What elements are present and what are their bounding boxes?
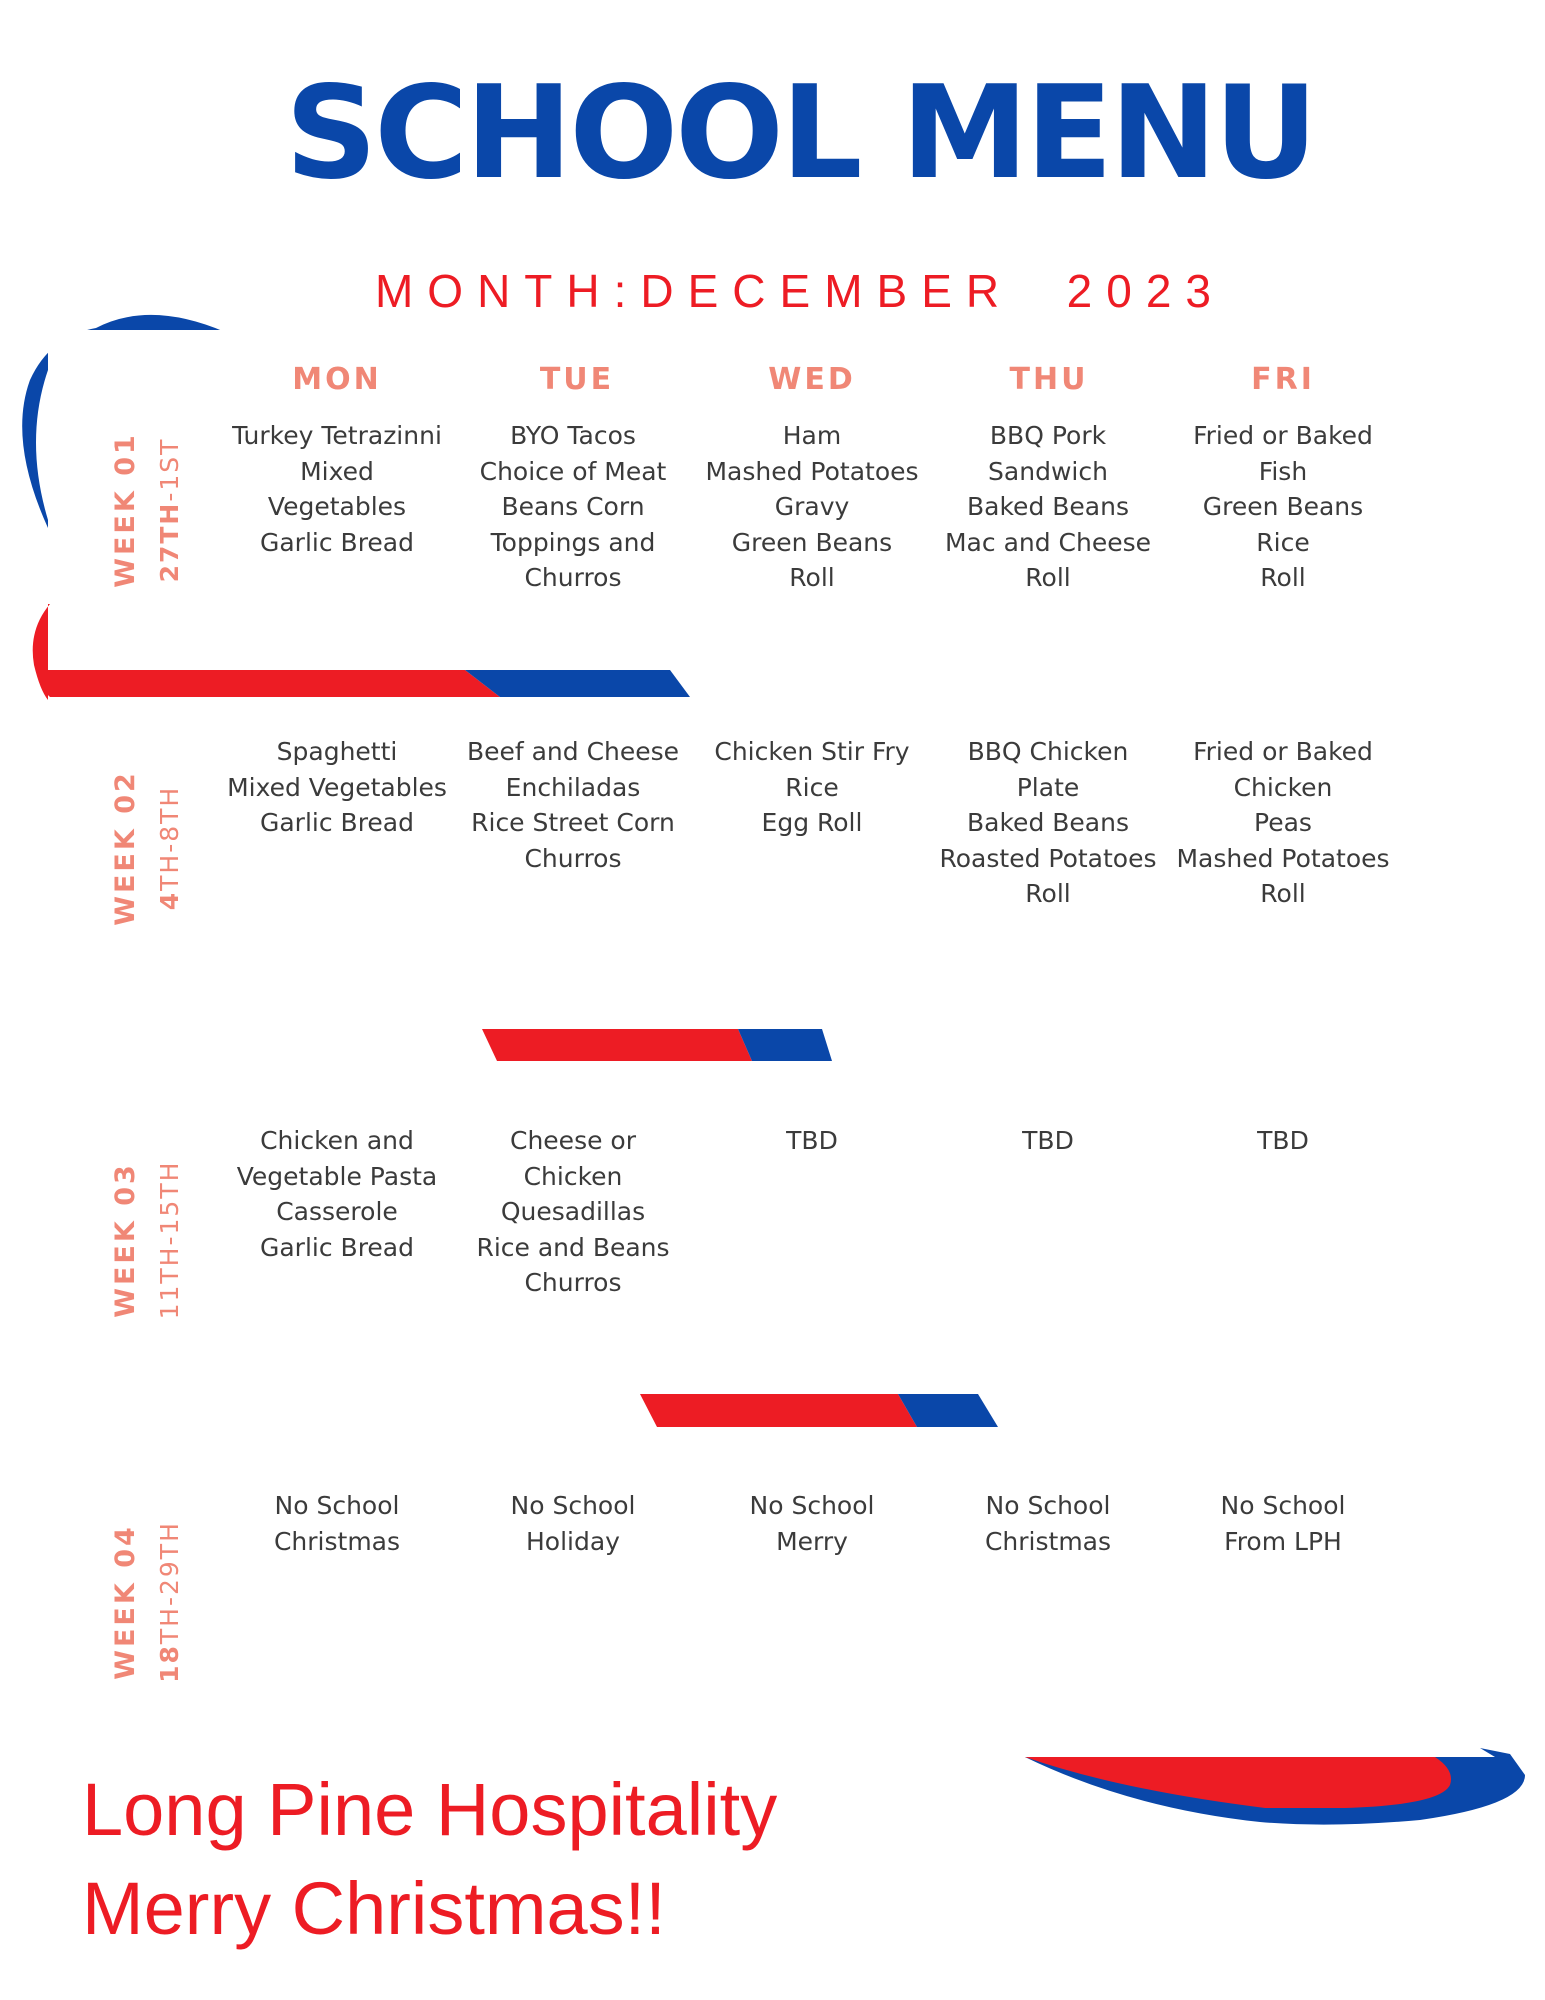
menu-item: Choice of Meat bbox=[479, 456, 667, 486]
menu-cell-week3-mon bbox=[219, 1123, 455, 1265]
menu-cell-week3-thu bbox=[930, 1123, 1166, 1159]
red-bar-1 bbox=[40, 670, 500, 697]
footer-line-1: Long Pine Hospitality bbox=[82, 1768, 778, 1851]
week-dates: 27TH-1ST bbox=[155, 437, 184, 583]
menu-cell-week4-mon bbox=[219, 1488, 455, 1559]
menu-item: Toppings and bbox=[490, 527, 656, 557]
day-header-mon: MON bbox=[292, 362, 382, 397]
menu-item: Churros bbox=[524, 843, 622, 873]
menu-cell-week4-fri bbox=[1165, 1488, 1401, 1559]
menu-item: Green Beans bbox=[1202, 492, 1364, 521]
menu-item: No School bbox=[749, 1491, 875, 1520]
menu-item: Spaghetti bbox=[276, 737, 398, 766]
menu-item: Gravy bbox=[774, 492, 850, 521]
menu-item: No School bbox=[510, 1491, 636, 1520]
menu-item: Roll bbox=[1260, 563, 1306, 592]
menu-item: Ham bbox=[782, 421, 842, 450]
menu-item: Christmas bbox=[984, 1526, 1112, 1556]
menu-item: Peas bbox=[1254, 808, 1312, 837]
menu-item: TBD bbox=[786, 1126, 838, 1155]
menu-item: From LPH bbox=[1224, 1526, 1342, 1556]
red-bar-3 bbox=[640, 1394, 917, 1427]
menu-item: Churros bbox=[524, 563, 622, 592]
menu-cell-week1-fri bbox=[1165, 418, 1401, 596]
menu-cell-week2-fri bbox=[1165, 734, 1401, 912]
menu-cell-week2-thu bbox=[930, 734, 1166, 912]
footer-line-2: Merry Christmas!! bbox=[82, 1867, 666, 1950]
menu-item: Chicken and bbox=[260, 1126, 414, 1155]
week-dates: 18TH-29TH bbox=[155, 1521, 184, 1683]
menu-item: Cheese or bbox=[510, 1126, 636, 1155]
day-header-tue: TUE bbox=[539, 362, 615, 397]
menu-item: Chicken bbox=[1233, 772, 1333, 802]
menu-item: Roll bbox=[1025, 879, 1071, 908]
menu-item: Sandwich bbox=[988, 456, 1108, 486]
menu-item: Chicken Stir Fry bbox=[714, 737, 910, 766]
menu-item: BBQ Chicken bbox=[967, 737, 1129, 766]
menu-item: Baked Beans bbox=[967, 808, 1129, 837]
menu-item: Holiday bbox=[526, 1526, 620, 1556]
menu-item: Fried or Baked bbox=[1193, 421, 1373, 450]
page-title: SCHOOL MENU bbox=[285, 59, 1315, 208]
week-number: WEEK 03 bbox=[110, 1162, 141, 1318]
menu-cell-week3-fri bbox=[1165, 1123, 1401, 1159]
day-header-wed: WED bbox=[768, 362, 856, 397]
menu-item: Vegetables bbox=[267, 492, 407, 521]
menu-item: No School bbox=[274, 1491, 400, 1520]
menu-item: Mixed bbox=[300, 456, 374, 486]
menu-item: No School bbox=[985, 1491, 1111, 1520]
menu-item: Quesadillas bbox=[500, 1197, 646, 1226]
menu-item: BBQ Pork bbox=[989, 421, 1107, 450]
menu-item: Rice and Beans bbox=[476, 1232, 670, 1262]
menu-item: Garlic Bread bbox=[259, 808, 414, 837]
blue-bar-1 bbox=[465, 670, 690, 697]
menu-item: Enchiladas bbox=[505, 772, 641, 802]
menu-cell-week2-tue bbox=[455, 734, 691, 876]
menu-item: Garlic Bread bbox=[259, 527, 414, 557]
menu-item: BYO Tacos bbox=[510, 421, 636, 450]
week-number: WEEK 01 bbox=[110, 432, 141, 588]
day-header-fri: FRI bbox=[1251, 362, 1315, 397]
menu-item: Mashed Potatoes bbox=[705, 456, 919, 486]
menu-cell-week4-tue bbox=[455, 1488, 691, 1559]
menu-item: No School bbox=[1220, 1491, 1346, 1520]
menu-item: Chicken bbox=[523, 1161, 623, 1191]
menu-cell-week1-mon bbox=[219, 418, 455, 560]
menu-cell-week2-wed bbox=[694, 734, 930, 841]
menu-cell-week1-thu bbox=[930, 418, 1166, 596]
menu-cell-week2-mon bbox=[219, 734, 455, 841]
menu-item: Beans Corn bbox=[501, 492, 645, 521]
menu-item: Beef and Cheese bbox=[466, 737, 680, 766]
menu-item: Casserole bbox=[276, 1197, 398, 1226]
menu-item: Roll bbox=[789, 563, 835, 592]
week-label-2 bbox=[104, 770, 184, 926]
week-dates: 11TH-15TH bbox=[155, 1160, 184, 1320]
menu-item: Fried or Baked bbox=[1193, 737, 1373, 766]
week-number: WEEK 04 bbox=[110, 1524, 141, 1680]
menu-item: TBD bbox=[1022, 1126, 1074, 1155]
menu-item: Mixed Vegetables bbox=[227, 772, 447, 802]
menu-cell-week3-tue bbox=[455, 1123, 691, 1301]
month-subtitle: MONTH:DECEMBER 2023 bbox=[374, 265, 1225, 317]
menu-item: Garlic Bread bbox=[259, 1232, 414, 1262]
menu-item: Roll bbox=[1025, 563, 1071, 592]
menu-item: Rice bbox=[785, 772, 839, 802]
menu-item: Rice bbox=[1256, 527, 1310, 557]
menu-item: Vegetable Pasta bbox=[236, 1161, 438, 1191]
day-header-thu: THU bbox=[1009, 362, 1089, 397]
menu-cell-week1-wed bbox=[694, 418, 930, 596]
menu-cell-week1-tue bbox=[455, 418, 691, 596]
menu-item: Roasted Potatoes bbox=[939, 843, 1157, 873]
menu-item: Rice Street Corn bbox=[471, 808, 675, 837]
menu-item: Egg Roll bbox=[761, 808, 863, 837]
menu-item: Christmas bbox=[273, 1526, 401, 1556]
menu-item: Plate bbox=[1016, 772, 1080, 802]
menu-item: Mashed Potatoes bbox=[1176, 843, 1390, 873]
menu-item: Fish bbox=[1258, 456, 1308, 486]
menu-cell-week3-wed bbox=[694, 1123, 930, 1159]
menu-item: Merry bbox=[776, 1526, 848, 1556]
red-bar-2 bbox=[482, 1029, 752, 1061]
week-number: WEEK 02 bbox=[110, 770, 141, 926]
blue-bar-2 bbox=[738, 1029, 832, 1061]
menu-item: Roll bbox=[1260, 879, 1306, 908]
menu-item: Baked Beans bbox=[967, 492, 1129, 521]
week-label-4 bbox=[104, 1521, 184, 1683]
menu-item: Mac and Cheese bbox=[944, 527, 1152, 557]
menu-item: Churros bbox=[524, 1268, 622, 1297]
week-label-1 bbox=[104, 432, 184, 588]
menu-cell-week4-thu bbox=[930, 1488, 1166, 1559]
week-label-3 bbox=[104, 1160, 184, 1320]
menu-item: Green Beans bbox=[731, 527, 893, 557]
week-dates: 4TH-8TH bbox=[155, 785, 184, 911]
menu-item: Turkey Tetrazinni bbox=[232, 421, 442, 450]
menu-cell-week4-wed bbox=[694, 1488, 930, 1559]
menu-item: TBD bbox=[1257, 1126, 1309, 1155]
